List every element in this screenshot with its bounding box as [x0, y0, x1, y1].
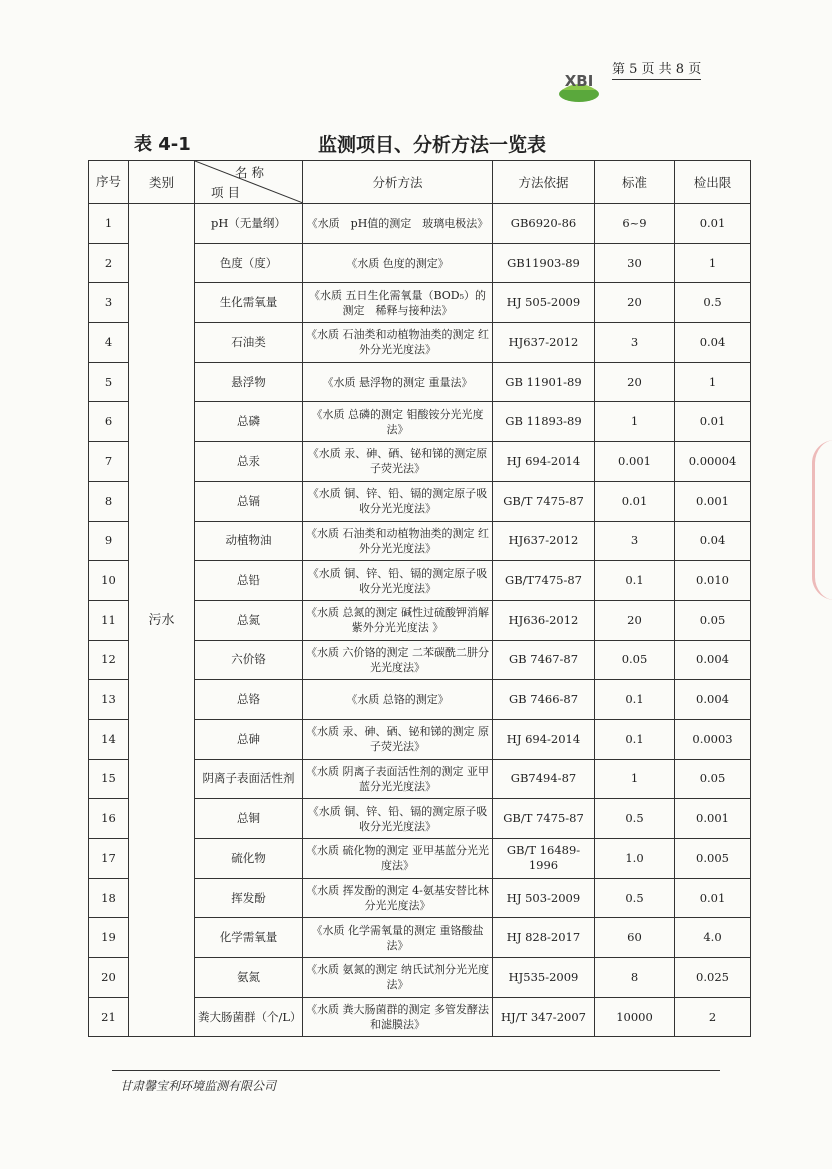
- row-no: 11: [89, 600, 129, 640]
- header-basis: 方法依据: [493, 161, 595, 204]
- row-item: 动植物油: [195, 521, 303, 561]
- row-method: 《水质 六价铬的测定 二苯碳酰二肼分光光度法》: [303, 640, 493, 680]
- table-title: 监测项目、分析方法一览表: [318, 134, 547, 156]
- row-limit: 1: [675, 243, 751, 283]
- row-no: 18: [89, 878, 129, 918]
- row-method: 《水质 阴离子表面活性剂的测定 亚甲蓝分光光度法》: [303, 759, 493, 799]
- row-no: 15: [89, 759, 129, 799]
- row-item: 阴离子表面活性剂: [195, 759, 303, 799]
- row-method: 《水质 pH值的测定 玻璃电极法》: [303, 204, 493, 244]
- row-standard: 0.5: [595, 799, 675, 839]
- row-no: 2: [89, 243, 129, 283]
- row-standard: 1: [595, 759, 675, 799]
- footer-divider: [112, 1070, 720, 1071]
- row-basis: HJ 828-2017: [493, 918, 595, 958]
- header-standard: 标准: [595, 161, 675, 204]
- row-limit: 0.010: [675, 561, 751, 601]
- page-number: 第 5 页 共 8 页: [612, 58, 701, 80]
- row-standard: 0.1: [595, 719, 675, 759]
- row-item: pH（无量纲）: [195, 204, 303, 244]
- row-basis: HJ637-2012: [493, 323, 595, 363]
- row-standard: 0.01: [595, 481, 675, 521]
- row-no: 14: [89, 719, 129, 759]
- row-item: 总镉: [195, 481, 303, 521]
- row-item: 悬浮物: [195, 362, 303, 402]
- row-limit: 0.05: [675, 759, 751, 799]
- row-standard: 0.5: [595, 878, 675, 918]
- row-item: 总铅: [195, 561, 303, 601]
- row-no: 4: [89, 323, 129, 363]
- row-item: 总氮: [195, 600, 303, 640]
- row-standard: 0.05: [595, 640, 675, 680]
- row-method: 《水质 石油类和动植物油类的测定 红外分光光度法》: [303, 323, 493, 363]
- row-standard: 3: [595, 323, 675, 363]
- row-limit: 0.01: [675, 402, 751, 442]
- row-standard: 1: [595, 402, 675, 442]
- row-item: 粪大肠菌群（个/L）: [195, 997, 303, 1037]
- logo-text: XBI: [564, 72, 594, 90]
- row-basis: GB6920-86: [493, 204, 595, 244]
- row-basis: GB 7467-87: [493, 640, 595, 680]
- row-item: 总铬: [195, 680, 303, 720]
- row-method: 《水质 氨氮的测定 纳氏试剂分光光度法》: [303, 958, 493, 998]
- table-row: [89, 204, 751, 244]
- row-standard: 10000: [595, 997, 675, 1037]
- row-no: 1: [89, 204, 129, 244]
- row-item: 六价铬: [195, 640, 303, 680]
- row-no: 3: [89, 283, 129, 323]
- footer-company: 甘肃馨宝利环境监测有限公司: [120, 1079, 277, 1093]
- row-basis: HJ 694-2014: [493, 442, 595, 482]
- row-no: 12: [89, 640, 129, 680]
- row-limit: 0.0003: [675, 719, 751, 759]
- row-basis: GB7494-87: [493, 759, 595, 799]
- row-method: 《水质 总铬的测定》: [303, 680, 493, 720]
- row-item: 石油类: [195, 323, 303, 363]
- row-basis: HJ636-2012: [493, 600, 595, 640]
- header-name: 名 称: [235, 165, 264, 180]
- row-limit: 0.004: [675, 640, 751, 680]
- row-limit: 0.00004: [675, 442, 751, 482]
- row-standard: 20: [595, 600, 675, 640]
- row-basis: GB/T 7475-87: [493, 799, 595, 839]
- row-basis: GB 7466-87: [493, 680, 595, 720]
- row-no: 13: [89, 680, 129, 720]
- row-basis: GB/T 16489-1996: [493, 839, 595, 879]
- header-limit: 检出限: [675, 161, 751, 204]
- row-standard: 20: [595, 283, 675, 323]
- row-basis: GB11903-89: [493, 243, 595, 283]
- row-method: 《水质 粪大肠菌群的测定 多管发酵法和滤膜法》: [303, 997, 493, 1037]
- row-no: 16: [89, 799, 129, 839]
- row-limit: 1: [675, 362, 751, 402]
- row-limit: 0.004: [675, 680, 751, 720]
- row-method: 《水质 色度的测定》: [303, 243, 493, 283]
- row-method: 《水质 化学需氧量的测定 重铬酸盐法》: [303, 918, 493, 958]
- row-method: 《水质 石油类和动植物油类的测定 红外分光光度法》: [303, 521, 493, 561]
- row-standard: 0.1: [595, 561, 675, 601]
- row-limit: 0.001: [675, 481, 751, 521]
- red-stamp-mark: [812, 440, 832, 600]
- row-item: 总铜: [195, 799, 303, 839]
- table-label: 表 4-1: [134, 134, 191, 155]
- row-basis: GB 11901-89: [493, 362, 595, 402]
- row-no: 9: [89, 521, 129, 561]
- row-no: 10: [89, 561, 129, 601]
- row-standard: 30: [595, 243, 675, 283]
- row-no: 6: [89, 402, 129, 442]
- row-no: 20: [89, 958, 129, 998]
- row-no: 19: [89, 918, 129, 958]
- row-item: 总砷: [195, 719, 303, 759]
- row-item: 氨氮: [195, 958, 303, 998]
- row-limit: 0.001: [675, 799, 751, 839]
- row-standard: 0.001: [595, 442, 675, 482]
- row-limit: 0.04: [675, 323, 751, 363]
- row-basis: GB/T7475-87: [493, 561, 595, 601]
- row-item: 硫化物: [195, 839, 303, 879]
- row-limit: 0.04: [675, 521, 751, 561]
- row-basis: HJ637-2012: [493, 521, 595, 561]
- row-basis: HJ535-2009: [493, 958, 595, 998]
- row-no: 7: [89, 442, 129, 482]
- row-standard: 6~9: [595, 204, 675, 244]
- row-item: 总汞: [195, 442, 303, 482]
- row-basis: GB 11893-89: [493, 402, 595, 442]
- header-item: 项 目: [211, 185, 240, 200]
- row-item: 化学需氧量: [195, 918, 303, 958]
- category-cell: 污水: [129, 204, 195, 1037]
- row-method: 《水质 总磷的测定 钼酸铵分光光度法》: [303, 402, 493, 442]
- header-category: 类别: [129, 161, 195, 204]
- row-basis: HJ/T 347-2007: [493, 997, 595, 1037]
- row-limit: 4.0: [675, 918, 751, 958]
- row-basis: HJ 503-2009: [493, 878, 595, 918]
- header-method: 分析方法: [303, 161, 493, 204]
- row-no: 21: [89, 997, 129, 1037]
- row-method: 《水质 总氮的测定 碱性过硫酸钾消解紫外分光光度法 》: [303, 600, 493, 640]
- row-method: 《水质 铜、锌、铅、镉的测定原子吸收分光光度法》: [303, 481, 493, 521]
- row-standard: 8: [595, 958, 675, 998]
- row-method: 《水质 铜、锌、铅、镉的测定原子吸收分光光度法》: [303, 561, 493, 601]
- row-item: 总磷: [195, 402, 303, 442]
- row-method: 《水质 五日生化需氧量（BOD₅）的测定 稀释与接种法》: [303, 283, 493, 323]
- row-method: 《水质 汞、砷、硒、铋和锑的测定 原子荧光法》: [303, 719, 493, 759]
- row-item: 挥发酚: [195, 878, 303, 918]
- row-standard: 1.0: [595, 839, 675, 879]
- row-item: 色度（度）: [195, 243, 303, 283]
- row-method: 《水质 挥发酚的测定 4-氨基安替比林分光光度法》: [303, 878, 493, 918]
- row-no: 5: [89, 362, 129, 402]
- row-limit: 2: [675, 997, 751, 1037]
- header-item-diagonal: [195, 161, 303, 204]
- row-standard: 20: [595, 362, 675, 402]
- row-basis: HJ 694-2014: [493, 719, 595, 759]
- row-limit: 0.01: [675, 878, 751, 918]
- header-row: [89, 161, 751, 204]
- header-no: 序号: [89, 161, 129, 204]
- row-standard: 60: [595, 918, 675, 958]
- row-standard: 3: [595, 521, 675, 561]
- row-method: 《水质 汞、砷、硒、铋和锑的测定原子荧光法》: [303, 442, 493, 482]
- row-method: 《水质 硫化物的测定 亚甲基蓝分光光度法》: [303, 839, 493, 879]
- row-item: 生化需氧量: [195, 283, 303, 323]
- company-logo: [556, 60, 602, 106]
- row-limit: 0.01: [675, 204, 751, 244]
- monitoring-table: [88, 160, 751, 1037]
- row-basis: GB/T 7475-87: [493, 481, 595, 521]
- row-limit: 0.5: [675, 283, 751, 323]
- row-no: 8: [89, 481, 129, 521]
- row-standard: 0.1: [595, 680, 675, 720]
- row-limit: 0.005: [675, 839, 751, 879]
- row-limit: 0.025: [675, 958, 751, 998]
- row-no: 17: [89, 839, 129, 879]
- row-method: 《水质 悬浮物的测定 重量法》: [303, 362, 493, 402]
- row-limit: 0.05: [675, 600, 751, 640]
- row-method: 《水质 铜、锌、铅、镉的测定原子吸收分光光度法》: [303, 799, 493, 839]
- row-basis: HJ 505-2009: [493, 283, 595, 323]
